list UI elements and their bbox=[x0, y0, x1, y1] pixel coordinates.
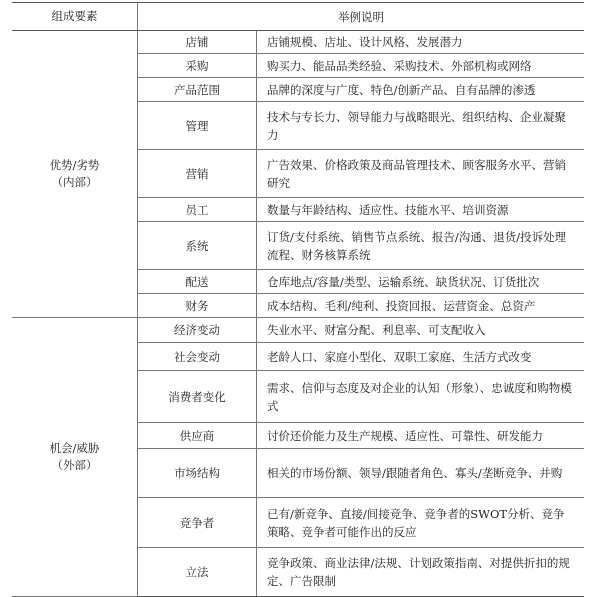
example-cell: 仓库地点/容量/类型、运输系统、缺货状况、订货批次 bbox=[257, 270, 585, 294]
example-cell: 店铺规模、店址、设计风格、发展潜力 bbox=[257, 31, 585, 54]
factor-cell: 配送 bbox=[138, 270, 257, 294]
factor-cell: 消费者变化 bbox=[138, 371, 257, 423]
example-cell: 讨价还价能力及生产规模、适应性、可靠性、研发能力 bbox=[257, 423, 585, 449]
factor-cell: 市场结构 bbox=[138, 449, 257, 498]
swot-elements-table bbox=[12, 2, 584, 597]
factor-cell: 财务 bbox=[138, 294, 257, 318]
example-cell: 已有/新竞争、直接/间接竞争、竞争者的SWOT分析、竞争策略、竞争者可能作出的反应 bbox=[257, 498, 585, 548]
group-label-line2: （外部） bbox=[51, 458, 98, 472]
example-cell: 购买力、能品品类经验、采购技术、外部机构或网络 bbox=[257, 54, 585, 78]
factor-cell: 竞争者 bbox=[138, 498, 257, 548]
header-examples: 举例说明 bbox=[138, 3, 585, 31]
example-cell: 数量与年龄结构、适应性、技能水平、培训资源 bbox=[257, 198, 585, 222]
example-cell: 品牌的深度与广度、特色/创新产品、自有品牌的渗透 bbox=[257, 78, 585, 102]
group-label-line1: 机会/威胁 bbox=[49, 441, 100, 455]
factor-cell: 产品范围 bbox=[138, 78, 257, 102]
table-row bbox=[12, 31, 584, 54]
example-cell: 竞争政策、商业法律/法规、计划政策指南、对提供折扣的规定、广告限制 bbox=[257, 548, 585, 597]
factor-cell: 社会变动 bbox=[138, 343, 257, 371]
factor-cell: 立法 bbox=[138, 548, 257, 597]
group-label-line2: （内部） bbox=[51, 175, 98, 189]
group-label-external bbox=[12, 318, 138, 597]
example-cell: 成本结构、毛利/纯利、投资回报、运营资金、总资产 bbox=[257, 294, 585, 318]
example-cell: 失业水平、财富分配、利息率、可支配收入 bbox=[257, 318, 585, 343]
table-row bbox=[12, 318, 584, 343]
group-label-line1: 优势/劣势 bbox=[49, 158, 100, 172]
example-cell: 相关的市场份额、领导/跟随者角色、寡头/垄断竞争、并购 bbox=[257, 449, 585, 498]
header-elements: 组成要素 bbox=[12, 3, 138, 31]
factor-cell: 员工 bbox=[138, 198, 257, 222]
example-cell: 技术与专长力、领导能力与战略眼光、组织结构、企业凝聚力 bbox=[257, 102, 585, 150]
table-header-row bbox=[12, 3, 584, 31]
factor-cell: 店铺 bbox=[138, 31, 257, 54]
factor-cell: 供应商 bbox=[138, 423, 257, 449]
example-cell: 老龄人口、家庭小型化、双职工家庭、生活方式改变 bbox=[257, 343, 585, 371]
factor-cell: 采购 bbox=[138, 54, 257, 78]
example-cell: 需求、信仰与态度及对企业的认知（形象）、忠诚度和购物模式 bbox=[257, 371, 585, 423]
factor-cell: 营销 bbox=[138, 150, 257, 198]
example-cell: 广告效果、价格政策及商品管理技术、顾客服务水平、营销研究 bbox=[257, 150, 585, 198]
factor-cell: 经济变动 bbox=[138, 318, 257, 343]
group-label-internal bbox=[12, 31, 138, 318]
factor-cell: 管理 bbox=[138, 102, 257, 150]
example-cell: 订货/支付系统、销售节点系统、报告/沟通、退货/投诉处理流程、财务核算系统 bbox=[257, 222, 585, 270]
factor-cell: 系统 bbox=[138, 222, 257, 270]
